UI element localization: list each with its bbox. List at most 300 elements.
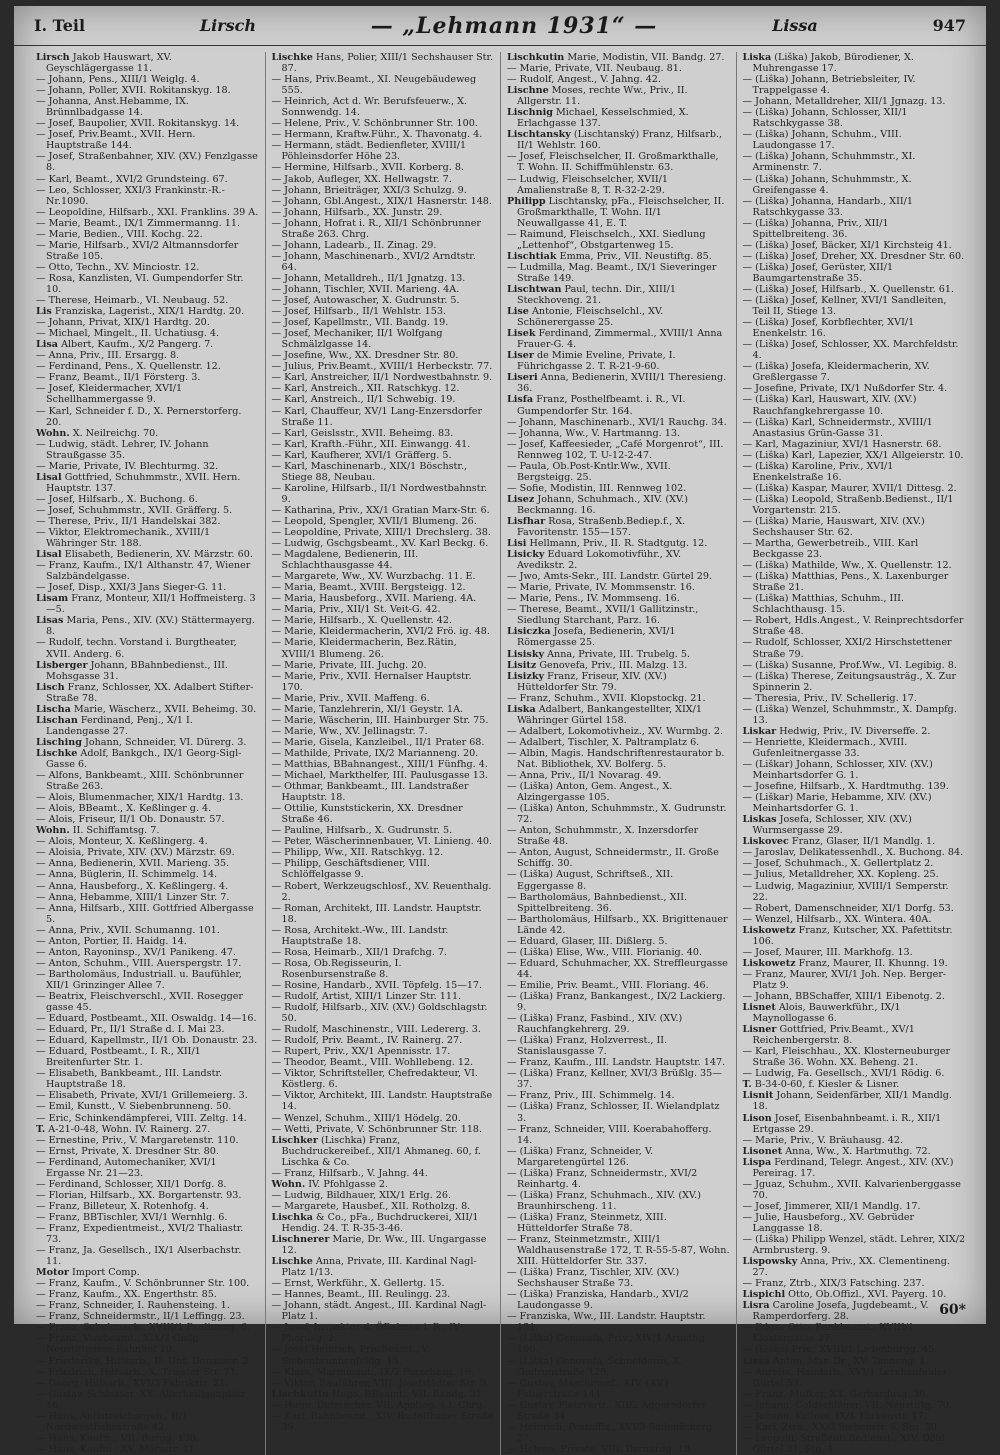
directory-entry: — Karl, Kaufherer, XVI/1 Gräfferg. 5.	[271, 449, 452, 461]
directory-entry: Lison Josef, Eisenbahnbeamt. i. R., XII/1 Ertgasse 29.	[742, 1112, 942, 1135]
directory-entry: — (Liška) Leopold, Straßenb.Bedienst., II/1 Vorgartenstr. 215.	[742, 493, 954, 516]
directory-entry: Lischke Adolf, Bankgch., IX/1 Georg-Sigl-Gasse 6.	[36, 747, 242, 770]
directory-entry: Lischnerer Marie, Dr. Ww., III. Ungargasse 12.	[271, 1234, 487, 1257]
directory-entry: Lisa Albert, Kaufm., X/2 Pangerg. 7.	[36, 339, 214, 351]
directory-entry: — Josef, Fleischselcher, II. Großmarkthalle, T. Wohn. II. Schiffmühlenstr. 63.	[507, 151, 719, 174]
directory-entry: Lischnig Michael, Kesselschmied, X. Erlachgasse 137.	[507, 107, 689, 130]
directory-entry: — Hans, Priv.Beamt., XI. Neugebäudeweg 555.	[271, 74, 477, 97]
directory-entry: — Robert, Damenschneider, XI/1 Dorfg. 53.	[742, 902, 954, 914]
directory-entry: Lischke Anna, Private, III. Kardinal Nagl-Platz 1/13.	[271, 1256, 477, 1279]
directory-entry: — (Liška) Kaspar, Maurer, XVII/1 Dittesg. 2.	[742, 482, 957, 494]
directory-entry: — Karl, Krafth.-Führ., XII. Einwangg. 41.	[271, 438, 471, 450]
directory-entry: — Johann, Tischler, XVII. Marieng. 4A.	[271, 283, 460, 295]
directory-entry: — Ferdinand, Automechaniker, XVI/1 Ergasse Nr. 21—23.	[36, 1156, 217, 1179]
directory-entry: — Rosa, Ob.Regisseurin, I. Rosenbursenstraße 8.	[271, 957, 402, 980]
directory-entry: — (Liška) Genovefa, Priv., XIV/1 Arnethg. 100.	[507, 1333, 708, 1356]
directory-entry: — Karl, Maschinenarb., XIX/1 Böschstr., Stiege 88, Neubau.	[271, 460, 468, 483]
directory-entry: — Albin, Magis. Handschriftenrestaurator b. Nat. Bibliothek, XV. Bolferg. 5.	[507, 747, 725, 770]
directory-entry: Liska (Liška) Jakob, Bürodiener, X. Muhrengasse 17.	[742, 52, 914, 75]
directory-entry: — Josef, Straßenbahner, XIV. (XV.) Fenzlgasse 8.	[36, 151, 258, 174]
directory-entry: Liser de Mimie Eveline, Private, I. Führichgasse 2. T. R-21-9-60.	[507, 350, 676, 373]
directory-entry: — Jguaz, Schuhm., XVII. Kalvarienberggasse 70.	[742, 1178, 961, 1201]
directory-entry: — Viktor, Bauführer, VIII. Josefstädter Str. 9.	[271, 1377, 489, 1389]
directory-entry: — Karl, Geislsstr., XVII. Beheimg. 83.	[271, 427, 454, 439]
directory-entry: — Hugo, Dutmacher, VII. Apollog. 13. Chrg.	[271, 1399, 486, 1411]
directory-entry: — Therese, Priv., II/1 Handelskai 382.	[36, 515, 221, 527]
directory-entry: — Anton, Schuhm., VIII. Auerspergstr. 17.	[36, 957, 242, 969]
directory-entry: — Johann, BBSchaffer, XIII/1 Eibenotg. 2.	[742, 990, 945, 1002]
directory-entry: — (Liška) Josef, Korbflechter, XVI/1 Enenkelstr. 16.	[742, 317, 915, 340]
part-label: I. Teil	[34, 16, 86, 35]
directory-entry: — Philipp, Ww., XII. Ratschkyg. 12.	[271, 847, 444, 859]
directory-entry: — Hans, Antistreichergeh., II/1 Nordwestbahnstraße 42.	[36, 1410, 188, 1433]
column-3	[501, 52, 737, 1455]
directory-entry: — Karl, Fleischhau., XX. Klosterneuburger Straße 36. Wohn. XX. Beheng. 21.	[742, 1046, 951, 1069]
directory-entry: Wohn. IV. Pfohlgasse 2.	[271, 1178, 388, 1190]
directory-entry: Lispowsky Anna, Priv., XX. Clementineng. 27.	[742, 1256, 950, 1279]
directory-entry: — Franziska, Ww., III. Landstr. Hauptstr. 151.	[507, 1311, 706, 1334]
directory-entry: Lisra Caroline Josefa, Jugdebeamt., V. Ramperdorferg. 28.	[742, 1300, 929, 1323]
directory-entry: — Karl, Anstreich., II/1 Schwebig. 19.	[271, 394, 456, 406]
directory-entry: — (Liška) Franz, Fasbind., XIV. (XV.) Rauchfangkehrerg. 29.	[507, 1013, 683, 1036]
directory-entry: — Matthias, BBahnangest., XIII/1 Fünfhg. 4.	[271, 759, 488, 770]
directory-entry: — (Liška) Therese, Zeitungsausträg., X. Zur Spinnerin 2.	[742, 670, 957, 693]
directory-entry: Wohn. II. Schiffamtsg. 7.	[36, 825, 160, 837]
directory-entry: — Rosine, Handarb., XVII. Töpfelg. 15—17.	[271, 979, 483, 991]
directory-entry: — Marie, Bedien., VIII. Kochg. 22.	[36, 228, 203, 240]
directory-entry: Lisal Elisabeth, Bedienerin, XV. Märzstr. 60.	[36, 549, 253, 561]
directory-entry: — Raimund, Fleischselch., XXI. Siedlung „Lettenhof“, Obstgartenweg 15.	[507, 228, 706, 251]
directory-entry: — (Liška) Karoline, Priv., XVI/1 Enenkelstraße 16.	[742, 460, 894, 483]
directory-entry: — Franz, Schuhmach., XVIII/1 Paulineng. 6.	[36, 1322, 250, 1334]
directory-entry: — Theodor, Beamt., VIII. Wohllebeng. 12.	[271, 1057, 474, 1069]
directory-entry: — Anton, August, Schneidermstr., II. Große Schiffg. 30.	[507, 847, 719, 870]
directory-entry: Lisiczka Josefa, Bedienerin, XVI/1 Römergasse 25.	[507, 626, 676, 649]
directory-entry: — Rosa, Kanzlisten, VI. Gumpendorfer Str. 10.	[36, 272, 244, 295]
directory-entry: — Rudolf, Angest., V. Jahng. 42.	[507, 74, 661, 86]
directory-entry: — (Liška) Elise, Ww., VIII. Florianig. 40.	[507, 946, 703, 958]
directory-entry: — Pauline, Hilfsarb., X. Gudrunstr. 5.	[271, 825, 453, 837]
directory-entry: — Anna, Büglerin, II. Schimmelg. 14.	[36, 869, 218, 881]
directory-entry: — (Liška) Josef, Schlosser, XX. Marchfeldstr. 4.	[742, 339, 959, 362]
directory-entry: — Franz, Ja. Gesellsch., IX/1 Alserbachstr. 11.	[36, 1245, 242, 1268]
directory-entry: — Maria, Priv., XII/1 St. Veit-G. 42.	[271, 604, 441, 616]
directory-entry: — Marie, Private, VII. Neubaug. 81.	[507, 63, 682, 75]
directory-entry: — (Liškar) Johann, Schlosser, XIV. (XV.) Meinhartsdorfer G. 1.	[742, 759, 933, 782]
directory-entry: — Alois, Blumenmacher, XIX/1 Hardtg. 13.	[36, 792, 244, 804]
directory-entry: — Gustav, Schlosser, XX. Allerheiligenplatz 16.	[36, 1388, 246, 1411]
directory-entry: — Anna, Hebamme, XIII/1 Linzer Str. 7.	[36, 891, 230, 903]
directory-entry: — Marie, Priv., XVII. Maffeng. 6.	[271, 692, 430, 704]
directory-entry: Lischke Hans, Polier, XIII/1 Sechshauser Str. 87.	[271, 52, 494, 75]
directory-entry: — Rupert, Priv., XX/1 Apennisstr. 17.	[271, 1046, 451, 1058]
directory-entry: — Rudolf, Priv. Beamt., IV. Rainerg. 27.	[271, 1035, 463, 1047]
directory-entry: Lischtansky (Lischtanský) Franz, Hilfsarb., II/1 Wehlstr. 160.	[507, 129, 723, 152]
directory-entry: — Leopold, Spengler, XVII/1 Blumeng. 26.	[271, 515, 477, 527]
directory-entry: — Josefine, Ww., XX. Dresdner Str. 80.	[271, 350, 459, 362]
directory-entry: Lirsch Jakob Hauswart, XV. Geyschlägergasse 11.	[36, 52, 172, 75]
directory-entry: — (Liška) Franz, Tischler, XIV. (XV.) Sechshauser Straße 73.	[507, 1267, 680, 1290]
directory-entry: — Karl, Ztrb., XX/3 Siebenstr. 5. Stg. 30.	[742, 1421, 941, 1433]
directory-entry: — Ludwig, Bildhauer, XIX/1 Erlg. 26.	[271, 1189, 452, 1201]
directory-entry: — Jakob, Aufleger, XX. Hellwagstr. 7.	[271, 173, 452, 185]
directory-entry: — Eduard, Glaser, III. Dißlerg. 5.	[507, 935, 668, 947]
directory-entry: — Rudolf, Maschinenstr., VIII. Ledererg. 3.	[271, 1024, 481, 1036]
directory-entry: — Friederike, Hilfsarb., II. Unt. Donaustr. 2.	[36, 1355, 252, 1367]
directory-entry: — Franz, Billeteur, X. Rotenhofg. 4.	[36, 1200, 209, 1212]
directory-entry: — Ludwig, Fleischselcher, XVII/1 Amalienstraße 8, T. R-32-2-29.	[507, 173, 669, 196]
directory-entry: — (Liška) August, Schriftseß., XII. Eggergasse 8.	[507, 869, 674, 892]
directory-entry: — Marie, Private, III. Juchg. 20.	[271, 659, 427, 671]
directory-entry: — Anna, Priv., II/1 Novarag. 49.	[507, 770, 662, 782]
column-2	[266, 52, 502, 1455]
directory-entry: — Ludwig, Gschgsbeamt., XV. Karl Beckg. 6.	[271, 538, 489, 550]
directory-entry: Lisitz Genovefa, Priv., III. Malzg. 13.	[507, 659, 688, 671]
directory-entry: — (Liška) Johann, Schuhmmstr., X. Greifengasse 4.	[742, 173, 912, 196]
directory-entry: — (Liška) Johann, Schlosser, XII/1 Ratschkygasse 38.	[742, 107, 908, 130]
directory-entry: — Rudolf, techn. Vorstand i. Burgtheater, XVII. Anderg. 6.	[36, 637, 237, 660]
directory-entry: — Emil, Kunstt., V. Siebenbrunneng. 50.	[36, 1101, 232, 1113]
directory-entry: Lisberger Johann, BBahnbedienst., III. Mohsgasse 31.	[36, 659, 228, 682]
directory-entry: — Wenzel, Hilfsarb., XX. Wintera. 40A.	[742, 913, 932, 925]
directory-entry: — Karl, Chauffeur, XV/1 Lang-Enzersdorfer Straße 11.	[271, 405, 483, 428]
directory-entry: — Alfons, Bankbeamt., XIII. Schönbrunner Straße 263.	[36, 770, 244, 793]
directory-entry: — Marie, Priv., XVII. Hernalser Hauptstr. 170.	[271, 670, 472, 693]
directory-entry: — Johann, Kellner, IX/1 Türkenstr. 17.	[742, 1410, 927, 1422]
directory-entry: — Hans, Kaufm., VII. Burgg. 130.	[36, 1432, 199, 1444]
directory-entry: — (Liška) Franz, Schlosser, II. Wielandplatz 3.	[507, 1101, 720, 1124]
directory-entry: — Adalbert, Tischler, X. Paltramplatz 6.	[507, 736, 700, 748]
directory-entry: — Josef, Mechaniker, II/1 Wolfgang Schmälzlgasse 14.	[271, 328, 443, 351]
directory-entry: — Robert, Hdls.Angest., V. Reinprechtsdorfer Straße 48.	[742, 615, 964, 638]
directory-entry: — Anna, Hilfsarb., XIII. Gottfried Albergasse 5.	[36, 902, 254, 925]
directory-entry: — (Liška) Karl, Lapezier, XX/1 Allgeierstr. 10.	[742, 449, 964, 461]
directory-entry: — Anton, Rayoninsp., XV/1 Panikeng. 47.	[36, 946, 236, 958]
directory-entry: Wohn. X. Neilreichg. 70.	[36, 427, 159, 439]
directory-entry: — Edgar Otto, Bankbeamt., XVIII/1 Klostergasse 27.	[742, 1322, 915, 1345]
directory-entry: — Johann, Brieiträger, XXI/3 Schulzg. 9.	[271, 184, 467, 196]
directory-entry: — Franz, Schuhm., XVII. Klopstockg. 21.	[507, 692, 706, 704]
directory-entry: — Franz, BBTischler, XVI/1 Wernhlg. 6.	[36, 1211, 228, 1223]
directory-entry: — (Liška) Matthias, Schuhm., III. Schlachthausg. 15.	[742, 593, 904, 616]
directory-entry: — (Liška) Anton, Gem. Angest., X. Alzingergasse 105.	[507, 781, 673, 804]
directory-entry: — (Liška) Josef, Hilfsarb., X. Quellenstr. 61.	[742, 283, 954, 295]
directory-entry: Lisizky Franz, Friseur, XIV. (XV.) Hütteldorfer Str. 79.	[507, 670, 667, 693]
directory-entry: — Ernst, Private, X. Dresdner Str. 80.	[36, 1145, 219, 1157]
directory-entry: — Franz, Priv., III. Schimmelg. 14.	[507, 1090, 675, 1102]
directory-entry: — (Liška) Matthias, Pens., X. Laxenburger Straße 21.	[742, 571, 949, 594]
directory-entry: — Marie, Kleidermacherin, Bez.Rätin, XVIII/1 Blumeng. 26.	[271, 637, 457, 660]
directory-entry: — Johann, Poller, XVII. Rokitanskyg. 18.	[36, 85, 231, 97]
directory-entry: — (Liškar) Marie, Hebamme, XIV. (XV.) Meinhartsdorfer G. 1.	[742, 792, 932, 815]
directory-entry: — Georg, Hilfsarb., XVI/3 Fabrikstr. 21.	[36, 1377, 229, 1389]
directory-entry: Liseri Anna, Bedienerin, XVIII/1 Theresieng. 36.	[507, 372, 727, 395]
directory-entry: — Elisabeth, Bankbeamt., III. Landstr. Hauptstraße 18.	[36, 1068, 223, 1091]
directory-entry: — Franz, Kaufm., III. Landstr. Hauptstr. 147.	[507, 1057, 726, 1069]
directory-entry: — Franz, Expedientmeist., XVI/2 Thaliastr. 73.	[36, 1222, 244, 1246]
directory-entry: — Roman, Architekt, III. Landstr. Hauptstr. 18.	[271, 902, 482, 925]
directory-entry: — Josef, Disp., XXI/3 Jans Sieger-G. 11.	[36, 582, 227, 594]
directory-entry: — Aurelia, Handarb., XVI/1 Lerchenfelder Gürtel 53.	[742, 1366, 948, 1389]
directory-entry: — Othmar, Bankbeamt., III. Landstraßer Hauptstr. 18.	[271, 781, 469, 804]
directory-entry: — Franz, Ztrb., XIX/3 Fatsching. 237.	[742, 1278, 925, 1290]
directory-page	[14, 6, 986, 1455]
directory-entry: — Johann, Privat, XIX/1 Hardtg. 20.	[36, 317, 210, 329]
directory-entry: — Anton, Schuhmmstr., X. Inzersdorfer Straße 48.	[507, 825, 699, 848]
directory-entry: — (Liška) Josef, Kellner, XVI/1 Sandleiten, Teil II, Stiege 13.	[742, 295, 947, 318]
directory-entry: — (Liška) Johann, Betriebsleiter, IV. Trappelgasse 4.	[742, 74, 916, 97]
directory-entry: Lisam Franz, Monteur, XII/1 Hoffmeisterg. 3—5.	[36, 593, 256, 616]
directory-entry: — Otto, Techn., XV. Minciostr. 12.	[36, 261, 200, 273]
directory-columns	[30, 52, 972, 1455]
directory-entry: Liskowetz Franz, Kutscher, XX. Pafettitstr. 106.	[742, 924, 953, 947]
directory-entry: — Ernestine, Priv., V. Margaretenstr. 110.	[36, 1134, 239, 1146]
directory-entry: — Franz, Beamt., II/1 Försterg. 3.	[36, 372, 201, 384]
directory-entry: — Maria, Hausbeforg., XVII. Marieng. 4A.	[271, 593, 477, 605]
directory-entry: — Katharina, Priv., XX/1 Gratian Marx-Str. 6.	[271, 504, 490, 516]
directory-entry: — Franz, Mulker, XX. Gerhardusg. 36.	[742, 1388, 929, 1400]
directory-entry: Lisch Franz, Schlosser, XX. Adalbert Stifter-Straße 78.	[36, 681, 254, 704]
directory-entry: — Josef, Priv.Beamt., XVII. Hern. Hauptstraße 144.	[36, 129, 196, 152]
directory-entry: — (Liška) Josef, Gerüster, XII/1 Baumgartenstraße 35.	[742, 261, 894, 284]
directory-entry: — Heinrich, Postoffiz., XVI/3 Sailenäckerg. 27.	[507, 1421, 716, 1444]
directory-entry: — Franz, Schneider, VIII. Koerabahofferg. 14.	[507, 1123, 712, 1146]
directory-entry: — Josef, Kapellmstr., VII. Bandg. 19.	[271, 317, 449, 329]
directory-entry: — (Liška) Johanna, Priv., XII/1 Spittelbreiteng. 36.	[742, 217, 889, 240]
directory-entry: Lis Franziska, Lagerist., XIX/1 Hardtg. 20.	[36, 306, 245, 318]
directory-entry: — Magdalene, Bedienerin, III. Schlachthausgasse 44.	[271, 549, 419, 572]
directory-entry: — Anton, Portier, II. Haidg. 14.	[36, 935, 187, 947]
directory-entry: — Hermann, Kraftw.Führ., X. Thavonatg. 4.	[271, 129, 483, 141]
directory-entry: — (Liška) Mathilde, Ww., X. Quellenstr. 12.	[742, 560, 952, 572]
directory-entry: — Jaroslav, Delikatessenhdl., X. Buchong. 84.	[742, 847, 964, 859]
directory-entry: — Karl, Magaziniur, XVI/1 Hasnerstr. 68.	[742, 438, 942, 450]
page-title: — „Lehmann 1931“ —	[370, 12, 658, 39]
directory-entry: — Michael, Mingelt., II. Uchatiusg. 4.	[36, 328, 220, 340]
directory-entry: — Hans, Kaufm., XV. Märzstr. 11.	[36, 1443, 198, 1455]
directory-entry: Motor Import Comp.	[36, 1267, 140, 1279]
directory-entry: — Franz, Kaufm., IX/1 Althanstr. 47, Wiener Salzbändelgasse.	[36, 560, 251, 583]
directory-entry: — Johann, Metalldreh., II/1 Jgnatzg. 13.	[271, 272, 466, 284]
directory-entry: — (Liška) Franz, Bankangest., IX/2 Lackierg. 9.	[507, 990, 726, 1014]
directory-entry: — Julius, Priv.Beamt., XVIII/1 Herbeckstr. 77.	[271, 361, 493, 373]
directory-entry: Lissa Anton, Mar. Dr., XV. Tanneng. 1.	[742, 1355, 929, 1367]
directory-entry: — Anna, Priv., XVII. Schumanng. 101.	[36, 924, 220, 936]
directory-entry: — Ernst, Werkführ., X. Gellertg. 15.	[271, 1278, 445, 1290]
directory-entry: — Helene, Private, VIII. Bernardg. 18.	[507, 1443, 694, 1455]
directory-entry: — Josef, Jimmerer, XII/1 Mandlg. 17.	[742, 1200, 921, 1212]
directory-entry: — Ottilie, Kunststickerin, XX. Dresdner Straße 46.	[271, 803, 463, 826]
directory-entry: — Rudolf, Schlosser, XXI/2 Hirschstettener Straße 79.	[742, 637, 952, 660]
directory-entry: — Philipp, Geschäftsdiener, VIII. Schlöffelgasse 9.	[271, 858, 430, 881]
directory-entry: — Leopoldine, Hilfsarb., XXI. Franklins. 39 A.	[36, 206, 259, 218]
directory-entry: Lisfa Franz, Posthelfbeamt. i. R., VI. Gumpendorfer Str. 164.	[507, 394, 686, 417]
directory-entry: — Ludwig, Magaziniur, XVIII/1 Semperstr. 22.	[742, 880, 949, 903]
directory-entry: — Margarete, Hausbef., XII. Rotholzg. 8.	[271, 1200, 471, 1212]
directory-entry: T. B-34-0-60, f. Kiesler & Lisner.	[742, 1079, 900, 1091]
column-1	[30, 52, 266, 1455]
column-4	[737, 52, 973, 1455]
directory-entry: — Peter, Wäscherinnenbauer, VI. Linieng. 40.	[271, 836, 492, 848]
directory-entry: — Josef, Kaffeesieder, „Café Morgenrot“, III. Rennweg 102, T. U-12-2-47.	[507, 438, 724, 461]
directory-entry: — Michael, Markthelfer, III. Paulusgasse 13.	[271, 770, 488, 782]
directory-entry: — (Liška) Marie, Hauswart, XIV. (XV.) Sechshauser Str. 62.	[742, 515, 925, 539]
directory-entry: — Robert, Werkzeugschlosf., XV. Reuenthalg. 2.	[271, 880, 492, 903]
directory-entry: — Franz, Steinmetzmstr., XIII/1 Waldhausenstraße 172, T. R-55-5-87, Wohn. XIII. Hütteldorfer Str. 337.	[507, 1234, 730, 1268]
directory-entry: — Marie, Ww., XV. Jellinagstr. 7.	[271, 725, 428, 737]
directory-entry: — (Liška) Franziska, Handarb., XVI/2 Laudongasse 9.	[507, 1289, 689, 1312]
directory-entry: Lischtwan Paul, techn. Dir., XIII/1 Steckhoveng. 21.	[507, 283, 676, 307]
directory-entry: — Friedrich, Hilfsarb., X. Triester Str. 71.	[36, 1366, 239, 1378]
directory-entry: — Josef, Schuhmmstr., XVII. Gräfferg. 5.	[36, 504, 233, 516]
directory-entry: — Bartholomäus, Bahnbedienst., XII. Spittelbreiteng. 36.	[507, 891, 688, 914]
directory-entry: — Josef, Hilfsarb., X. Buchong. 6.	[36, 493, 198, 505]
directory-entry: — (Liška) Karl, Schneidermstr., XVIII/1 Anastasius Grün-Gasse 31.	[742, 416, 933, 439]
directory-entry: Lisonet Anna, Ww., X. Hartmuthg. 72.	[742, 1145, 931, 1157]
directory-entry: — Franz, Hilfsarb., V. Jahng. 44.	[271, 1167, 428, 1179]
directory-entry: Lisi Hellmann, Priv., II. R. Stadtgutg. 12.	[507, 538, 708, 550]
directory-entry: — Ludwig, Fa. Gesellsch., XVI/1 Rödig. 6.	[742, 1068, 945, 1080]
directory-entry: — Rudolf, Hilfsarb., XIV. (XV.) Goldschlagstr. 50.	[271, 1002, 488, 1025]
directory-entry: — Aloisia, Private, XIV. (XV.) Märzstr. 69.	[36, 847, 235, 859]
directory-entry: — Julie, Hausbeforg., XV. Gebrüder Langgasse 18.	[742, 1211, 915, 1234]
directory-entry: Lisching Johann, Schneider, VI. Dürerg. 3.	[36, 736, 247, 748]
directory-entry: — Gustav, Maschinenf., XIV. (XV.) Felberstraße 144.	[507, 1377, 669, 1400]
directory-entry: — Franz, Vizebeamt., XIX/2 Gielg. Neustiftgasse Bahnhof 10.	[36, 1333, 202, 1356]
directory-entry: — Karl, Anstreich., XII. Ratschkyg. 12.	[271, 383, 460, 395]
directory-entry: — Theresia, Priv., IV. Schellerig. 17.	[742, 692, 917, 704]
directory-entry: — Sofie, Modistin, III. Rennweg 102.	[507, 482, 687, 494]
directory-entry: Liskovec Franz, Glaser, II/1 Mandlg. 1.	[742, 836, 936, 848]
directory-entry: — Ludwig, städt. Lehrer, IV. Johann Straußgasse 35.	[36, 438, 209, 461]
directory-entry: — Martha, Gewerbetreib., VIII. Karl Beckgasse 23.	[742, 538, 919, 561]
directory-entry: — Jwo, Amts-Sekr., III. Landstr. Gürtel 29.	[507, 571, 712, 583]
directory-entry: — Eduard, Pr., II/1 Straße d. I. Mai 23.	[36, 1024, 225, 1036]
directory-entry: — Josef, Hilfsarb., II/1 Wehlstr. 153.	[271, 306, 446, 318]
directory-entry: — Josef, Inspektor d. ÖBahnen i. R., IV Phorusg. 2.	[271, 1322, 460, 1345]
directory-entry: — Leopold, Straßenb.Bedienst., XIV. Döbl. Gürtel 21, Stg. 1.	[742, 1432, 948, 1455]
directory-entry: — Johann, Maschinenarb., XVI/2 Arndtstr. 64.	[271, 250, 476, 273]
directory-entry: Lisner Gottfried, Priv.Beamt., XV/1 Reichenbergerstr. 8.	[742, 1024, 915, 1047]
directory-entry: — Anna, Bedienerin, XVII. Marieng. 35.	[36, 858, 230, 870]
directory-entry: — Franz, Maurer, XVI/1 Joh. Nep. Berger-Platz 9.	[742, 968, 947, 991]
directory-entry: — Gustav, Platzvertr., XII/2 Aggersdorfer Straße 34.	[507, 1399, 707, 1422]
directory-entry: — Rosa, Heimarb., XII/1 Drafchg. 7.	[271, 946, 447, 958]
directory-entry: — (Liška) Johann, Schuhmmstr., XI. Arminenstr. 7.	[742, 151, 916, 174]
directory-entry: — Johann, Ladearb., II. Zinag. 29.	[271, 239, 437, 251]
right-keyword: Lissa	[772, 16, 818, 35]
directory-entry: Lisisky Anna, Private, III. Trubelg. 5.	[507, 648, 691, 660]
directory-entry: — Klara, Marinmaut., IX/2 Porschezg. 16.	[271, 1366, 475, 1378]
directory-entry: — Anna, Priv., III. Ersargg. 8.	[36, 350, 180, 362]
page-header	[14, 6, 986, 46]
directory-entry: — Elisabeth, Private, XVI/1 Grillemeierg. 3.	[36, 1090, 248, 1102]
directory-entry: — (Liška) Franz, Holzverrest., II. Stanislausgasse 7.	[507, 1035, 668, 1058]
directory-entry: Lischan Ferdinand, Penj., X/1 I. Landengasse 27.	[36, 714, 193, 737]
directory-entry: — Karl, Beamt., XVI/2 Grundsteing. 67.	[36, 173, 228, 185]
directory-entry: — Alois, BBeamt., X. Keßlinger g. 4.	[36, 803, 212, 815]
directory-entry: — (Liška) Susanne, Prof.Ww., VI. Legibig. 8.	[742, 659, 957, 671]
directory-entry: — Franz, Kaufm., XX. Engerthstr. 85.	[36, 1289, 217, 1301]
directory-entry: — Florian, Hilfsarb., XX. Borgartenstr. 93.	[36, 1189, 242, 1201]
directory-entry: — (Liška) Philipp Wenzel, städt. Lehrer, XIX/2 Armbrusterg. 9.	[742, 1234, 966, 1257]
directory-entry: — Eric, Schinkendämpferei, VIII. Zeltg. 14.	[36, 1112, 247, 1124]
directory-entry: Lisnit Johann, Seidenfärber, XII/1 Mandlg. 18.	[742, 1090, 952, 1113]
directory-entry: — Emilie, Priv. Beamt., VIII. Floriang. 46.	[507, 979, 709, 991]
directory-entry: — Marie, Wäscherin, III. Hainburger Str. 75.	[271, 714, 489, 726]
directory-entry: — Anna, Hausbeforg., X. Keßlingerg. 4.	[36, 880, 228, 892]
directory-entry: — Eduard, Postbeamt., I. R., XII/1 Breitenfurter Str. 1.	[36, 1046, 201, 1069]
directory-entry: — Viktor, Architekt, III. Landstr. Hauptstraße 14.	[271, 1090, 493, 1113]
directory-entry: — Josefine, Private, IX/1 Nußdorfer Str. 4.	[742, 383, 948, 395]
directory-entry: — Marie, Gisela, Kanzleibel., II/1 Prater 68.	[271, 736, 485, 748]
directory-entry: — Paula, Ob.Post-Kntlr.Ww., XVII. Bergsteigg. 25.	[507, 460, 671, 483]
directory-entry: Liskowetz Franz, Maurer, II. Khunng. 19.	[742, 957, 948, 969]
directory-entry: — (Liška) Josef, Bäcker, XI/1 Kirchsteig 41.	[742, 239, 952, 251]
directory-entry: Lispa Ferdinand, Telegr. Angest., XIV. (XV.) Pereirag. 17.	[742, 1156, 954, 1179]
directory-entry: — (Liška) Josef, Dreher, XX. Dresdner Str. 60.	[742, 250, 965, 262]
directory-entry: Lischker (Lischka) Franz, Buchdruckereibef., XII/1 Ahmaneg. 60, f. Lischka & Co.	[271, 1134, 481, 1168]
directory-entry: Lischtiak Emma, Priv., VII. Neustiftg. 85.	[507, 250, 712, 262]
directory-entry: — Franz, Schneidermstr., II/1 Leffingg. 23.	[36, 1311, 245, 1323]
directory-entry: — Mathilde, Private, IX/2 Marianneng. 20.	[271, 747, 479, 759]
directory-entry: — Josef Heinrich, Priv.Beamt., V. Siebenbrunnenfeldg. 15.	[271, 1344, 430, 1367]
directory-entry: Liska Adalbert, Bankangestellter, XIX/1 Währinger Gürtel 158.	[507, 703, 702, 726]
directory-entry: — Johann, städt. Angest., III. Kardinal Nagl-Platz 1.	[271, 1300, 487, 1323]
directory-entry: — Josef, Baupolier, XVII. Rokitanskyg. 14.	[36, 118, 240, 130]
directory-entry: Lisek Ferdinand, Zimmermal., XVIII/1 Anna Frauer-G. 4.	[507, 328, 723, 351]
directory-entry: — Helene, Priv., V. Schönbrunner Str. 100.	[271, 118, 478, 130]
directory-entry: — Franz, Kaufm., V. Schönbrunner Str. 100.	[36, 1278, 250, 1290]
directory-entry: — Margarete, Ww., XV. Wurzbachg. 11. E.	[271, 571, 476, 583]
directory-entry: — (Liška) Franz, Steinmetz, XIII. Hütteldorfer Straße 78.	[507, 1211, 667, 1234]
directory-entry: Philipp Lischtansky, pFa., Fleischselcher, II. Großmarkthalle, T. Wohn. II/1 Neuwallgasse 41, E. T.	[507, 195, 725, 229]
directory-entry: — Rudolf, Artist, XIII/1 Linzer Str. 111.	[271, 990, 462, 1002]
directory-entry: — Wenzel, Schuhm., XIII/1 Hödelg. 20.	[271, 1112, 461, 1124]
directory-entry: — Johann, Hilfsarb., XX. Junstr. 29.	[271, 206, 443, 218]
directory-entry: — (Liška) Franz, Schneidermstr., XVI/2 Reinhartg. 4.	[507, 1167, 698, 1190]
directory-entry: Lisas Maria, Pens., XIV. (XV.) Stättermayerg. 8.	[36, 615, 255, 638]
directory-entry: — Johanna, Anst.Hebamme, IX. Brünnlbadgasse 14.	[36, 96, 189, 119]
directory-entry: — Ferdinand, Schlosser, XII/1 Dorfg. 8.	[36, 1178, 227, 1190]
directory-entry: Lisez Johann, Schuhmach., XIV. (XV.) Beckmanng. 16.	[507, 493, 688, 516]
directory-entry: Lisfhar Rosa, Straßenb.Bediep.f., X. Favoritenstr. 155—157.	[507, 515, 686, 539]
directory-entry: — Bartholomäus, Hilfsarb., XX. Brigittenauer Lände 42.	[507, 913, 728, 936]
directory-entry: — (Liška) Franz, Kellner, XVI/3 Brüßlg. 35—37.	[507, 1068, 722, 1091]
directory-entry: Lisal Gottfried, Schuhmmstr., XVII. Hern. Hauptstr. 137.	[36, 471, 241, 494]
directory-entry: — (Liška) Genovefa, Schneiderin, X. Gudrunstraße 129.	[507, 1355, 683, 1378]
directory-entry: — Marie, Kleidermacherin, XVI/2 Frö. ig. 48.	[271, 626, 490, 638]
directory-entry: Lischkutin Hugo, BBeamt., VII. Bandg. 31.	[271, 1388, 486, 1400]
directory-entry: — (Liška) Wenzel, Schuhmmstr., X. Dampfg. 13.	[742, 703, 957, 726]
directory-entry: — Alois, Monteur, X. Keßlingerg. 4.	[36, 836, 208, 848]
directory-entry: — Marie, Tanzlehrerin, XI/1 Geystr. 1A.	[271, 703, 464, 715]
directory-entry: Lisnet Alois, Bauwerkführ., IX/1 Maynollogasse 6.	[742, 1002, 901, 1025]
directory-entry: — (Liška) Franz, Schneider, V. Margaretengürtel 126.	[507, 1145, 654, 1168]
directory-entry: — Josefine, Hilfsarb., X. Hardtmuthg. 139.	[742, 781, 949, 793]
directory-entry: — Johann, Maschinenarb., XVI/1 Rauchg. 34.	[507, 416, 727, 428]
directory-entry: — Josef, Kleidermacher, XVI/1 Schellhammergasse 9.	[36, 383, 183, 406]
directory-entry: — Maria, Beamt., XVIII. Bergsteigg. 12.	[271, 582, 466, 594]
directory-entry: — Karl, Schneider f. D., X. Pernerstorferg. 20.	[36, 405, 242, 428]
directory-entry: — (Liška) Johann, Schuhm., VIII. Laudongasse 17.	[742, 129, 902, 152]
directory-entry: — Leo, Schlosser, XXI/3 Frankinstr.-R.-Nr.1090.	[36, 184, 225, 207]
directory-entry: — Marie, Priv., V. Bräuhausg. 42.	[742, 1134, 904, 1146]
directory-entry: — Marie, Beamt., IX/1 Zimmermanng. 11.	[36, 217, 241, 229]
directory-entry: Lischkutin Marie, Modistin, VII. Bandg. 27.	[507, 52, 725, 63]
directory-entry: — Alois, Friseur, II/1 Ob. Donaustr. 57.	[36, 814, 225, 826]
directory-entry: T. A-21-0-48, Wohn. IV. Rainerg. 27.	[36, 1123, 211, 1135]
